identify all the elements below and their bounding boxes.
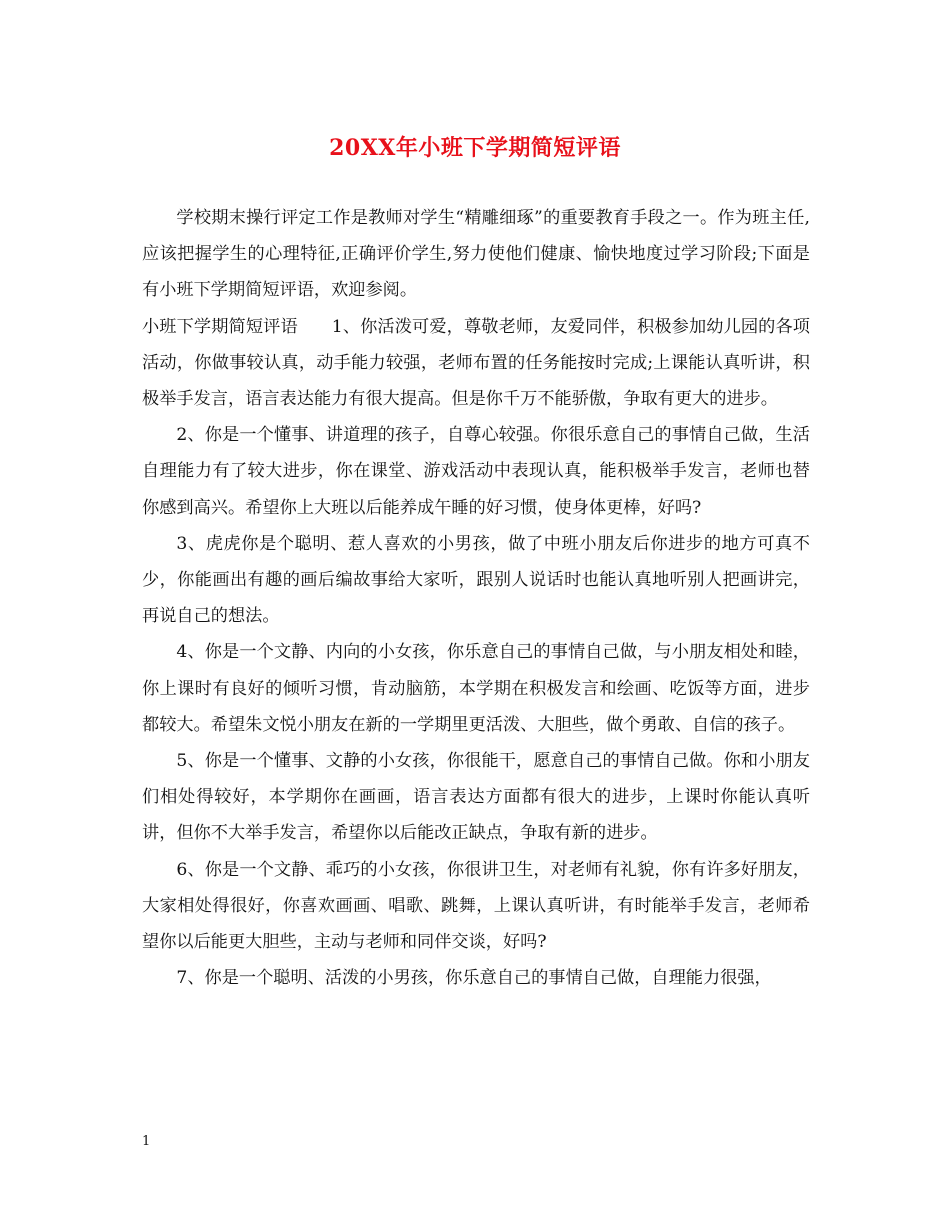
document-body xyxy=(142,200,810,996)
comment-3: 3、虎虎你是个聪明、惹人喜欢的小男孩，做了中班小朋友后你进步的地方可真不少，你能画出有趣的画后编故事给大家听，跟别人说话时也能认真地听别人把画讲完，再说自己的想法。 xyxy=(142,533,810,627)
document-title: 20XX年小班下学期简短评语 xyxy=(329,135,621,161)
comment-7: 7、你是一个聪明、活泼的小男孩，你乐意自己的事情自己做，自理能力很强， xyxy=(176,968,772,989)
section-heading: 小班下学期简短评语 xyxy=(142,316,298,337)
comment-6: 6、你是一个文静、乖巧的小女孩，你很讲卫生，对老师有礼貌，你有许多好朋友，大家相处得很好，你喜欢画画、唱歌、跳舞，上课认真听讲，有时能举手发言，老师希望你以后能更大胆些，主动与老师和同伴交谈，好吗? xyxy=(142,859,810,953)
comment-4: 4、你是一个文静、内向的小女孩，你乐意自己的事情自己做，与小朋友相处和睦，你上课时有良好的倾听习惯，肯动脑筋，本学期在积极发言和绘画、吃饭等方面，进步都较大。希望朱文悦小朋友在新的一学期里更活泼、大胆些，做个勇敢、自信的孩子。 xyxy=(142,642,810,735)
comment-5: 5、你是一个懂事、文静的小女孩，你很能干，愿意自己的事情自己做。你和小朋友们相处得较好，本学期你在画画，语言表达方面都有很大的进步，上课时你能认真听讲，但你不大举手发言，希望你以后能改正缺点，争取有新的进步。 xyxy=(142,751,810,844)
intro-paragraph: 学校期末操行评定工作是教师对学生“精雕细琢”的重要教育手段之一。作为班主任,应该把握学生的心理特征,正确评价学生,努力使他们健康、愉快地度过学习阶段;下面是有小班下学期简短评语，欢迎参阅。 xyxy=(142,208,810,301)
comment-2: 2、你是一个懂事、讲道理的孩子，自尊心较强。你很乐意自己的事情自己做，生活自理能力有了较大进步，你在课堂、游戏活动中表现认真，能积极举手发言，老师也替你感到高兴。希望你上大班以后能养成午睡的好习惯，使身体更棒，好吗? xyxy=(142,425,810,518)
comment-1: 1、你活泼可爱，尊敬老师，友爱同伴，积极参加幼儿园的各项活动，你做事较认真，动手能力较强，老师布置的任务能按时完成;上课能认真听讲，积极举手发言，语言表达能力有很大提高。但是你千万不能骄傲，争取有更大的进步。 xyxy=(142,316,810,410)
first-comment-paragraph xyxy=(142,309,810,418)
page-number: 1 xyxy=(142,1134,151,1149)
